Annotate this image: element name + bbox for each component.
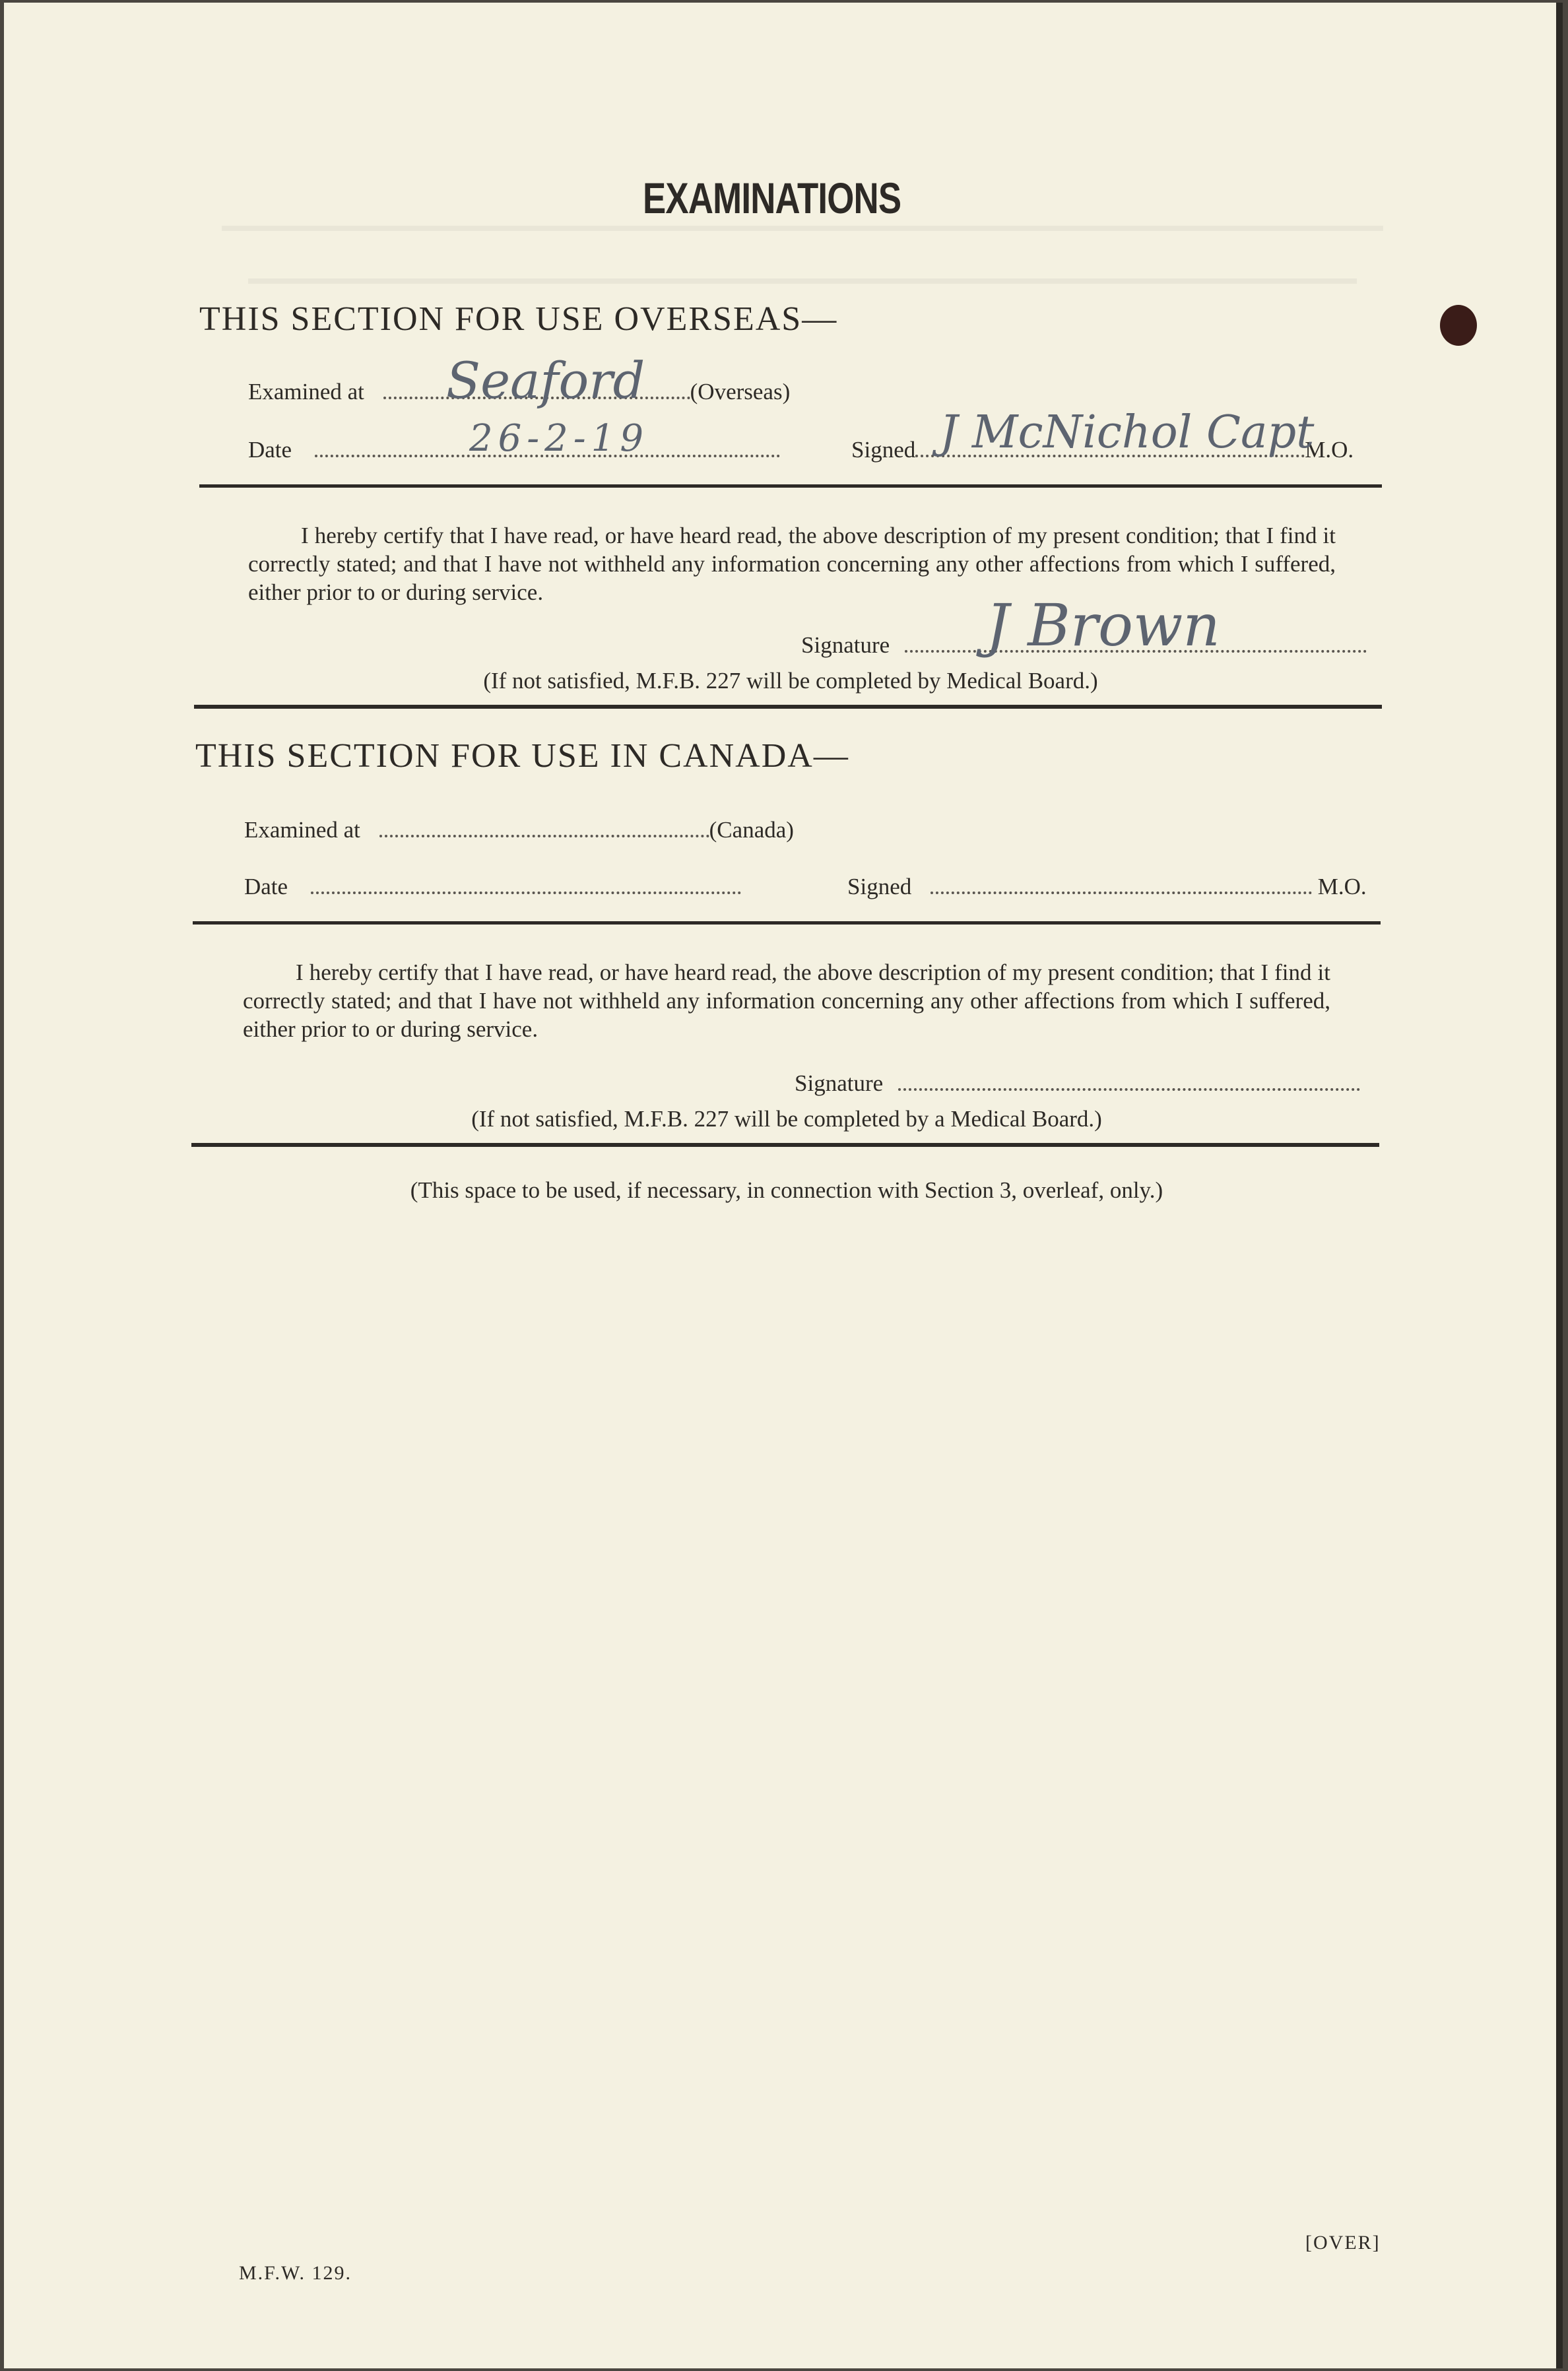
- overseas-signature-label: Signature: [801, 632, 890, 658]
- overseas-mo-label: M.O.: [1305, 437, 1354, 463]
- overseas-examined-value: Seaford: [446, 351, 645, 410]
- overseas-date-label: Date: [248, 437, 292, 463]
- canada-medical-board-note: (If not satisfied, M.F.B. 227 will be completed by a Medical Board.): [471, 1106, 1102, 1132]
- overseas-certification-text: I hereby certify that I have read, or have heard read, the above description of my present condition; that I find it correctly stated; and that I have not withheld any information concerning any other affections from which I suffered, either prior to or during service.: [248, 523, 1336, 605]
- overseas-signed-label: Signed: [851, 437, 916, 463]
- canada-mo-label: M.O.: [1317, 874, 1367, 899]
- form-number: M.F.W. 129.: [239, 2262, 352, 2284]
- canada-examined-row: [244, 817, 794, 843]
- overseas-examined-suffix: (Overseas): [690, 379, 791, 405]
- canada-examined-suffix: (Canada): [709, 817, 794, 843]
- canada-signature-label: Signature: [795, 1070, 884, 1096]
- bleed-through-lines: [195, 212, 1383, 305]
- canada-signed-row: [847, 874, 1367, 900]
- canada-date-row: [244, 874, 741, 900]
- page-edge-shadow: [1556, 3, 1563, 2368]
- canada-divider: [193, 921, 1381, 925]
- canada-signed-dots: [931, 885, 1312, 894]
- canada-signed-label: Signed: [847, 874, 912, 899]
- document-page: [4, 3, 1563, 2368]
- canada-certification-text: I hereby certify that I have read, or have heard read, the above description of my present condition; that I find it correctly stated; and that I have not withheld any information concerning any other affections from which I suffered, either prior to or during service.: [243, 959, 1330, 1042]
- canada-bottom-divider: [191, 1143, 1379, 1147]
- overseas-signed-value: J McNichol Capt: [940, 406, 1315, 459]
- canada-examined-dots: [379, 828, 709, 837]
- overseas-divider: [199, 484, 1382, 488]
- space-note: (This space to be used, if necessary, in connection with Section 3, overleaf, only.): [410, 1177, 1163, 1203]
- canada-date-label: Date: [244, 874, 288, 899]
- canada-date-dots: [311, 885, 741, 894]
- canada-signature-dots: [898, 1082, 1360, 1091]
- canada-signature-row: [795, 1070, 1360, 1097]
- overseas-examined-label: Examined at: [248, 379, 364, 405]
- page-title: EXAMINATIONS: [643, 174, 901, 222]
- overseas-date-value: 26-2-19: [469, 417, 649, 460]
- canada-section-heading: THIS SECTION FOR USE IN CANADA—: [195, 737, 849, 775]
- section-divider: [194, 705, 1382, 709]
- over-marker: [OVER]: [1305, 2232, 1381, 2254]
- overseas-section-heading: THIS SECTION FOR USE OVERSEAS—: [199, 300, 838, 338]
- canada-examined-label: Examined at: [244, 817, 360, 843]
- ink-spot: [1440, 305, 1477, 346]
- overseas-medical-board-note: (If not satisfied, M.F.B. 227 will be completed by Medical Board.): [483, 668, 1098, 694]
- overseas-signature-value: J Brown: [986, 591, 1220, 659]
